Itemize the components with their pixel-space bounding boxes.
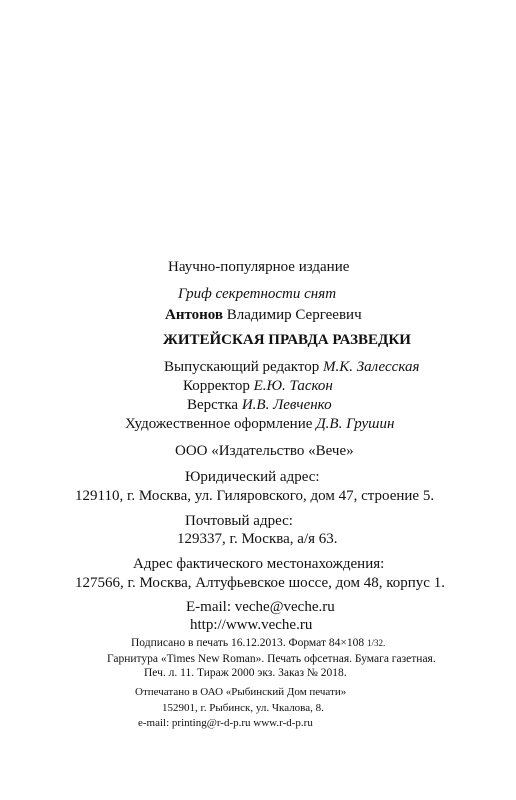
actual-address: 127566, г. Москва, Алтуфьевское шоссе, дом 48, корпус 1. — [75, 575, 445, 591]
credit-role: Художественное оформление — [125, 416, 313, 432]
credit-name: Д.В. Грушин — [316, 416, 395, 432]
legal-address: 129110, г. Москва, ул. Гиляровского, дом 47, строение 5. — [75, 488, 435, 504]
credit-name: М.К. Залесская — [323, 359, 420, 375]
credit-design — [125, 415, 394, 433]
credit-role: Корректор — [183, 378, 250, 394]
print-sheets: Печ. л. 11. Тираж 2000 экз. Заказ № 2018. — [144, 667, 347, 679]
credit-role: Верстка — [187, 397, 239, 413]
author-surname: Антонов — [165, 307, 224, 323]
publisher-name: ООО «Издательство «Вече» — [175, 443, 354, 459]
postal-address: 129337, г. Москва, а/я 63. — [177, 531, 338, 547]
actual-address-label: Адрес фактического местонахождения: — [133, 556, 385, 572]
credit-layout — [187, 396, 332, 414]
print-typeface: Гарнитура «Times New Roman». Печать офсетная. Бумага газетная. — [107, 653, 436, 665]
credit-role: Выпускающий редактор — [164, 359, 320, 375]
printer-address: 152901, г. Рыбинск, ул. Чкалова, 8. — [162, 702, 324, 714]
print-signed — [131, 636, 385, 650]
credit-editor — [164, 358, 419, 376]
book-title: ЖИТЕЙСКАЯ ПРАВДА РАЗВЕДКИ — [163, 332, 411, 348]
website: http://www.veche.ru — [190, 617, 313, 633]
email: E-mail: veche@veche.ru — [186, 599, 335, 615]
legal-address-label: Юридический адрес: — [185, 469, 320, 485]
credit-name: И.В. Левченко — [241, 397, 332, 413]
series-title: Гриф секретности снят — [178, 286, 337, 302]
author — [165, 306, 362, 324]
author-given-names: Владимир Сергеевич — [226, 307, 362, 323]
credit-proofreader — [183, 377, 333, 395]
postal-address-label: Почтовый адрес: — [185, 513, 293, 529]
credit-name: Е.Ю. Таскон — [253, 378, 333, 394]
print-format-fraction: 1/32. — [366, 638, 386, 648]
printer-name: Отпечатано в ОАО «Рыбинский Дом печати» — [135, 686, 347, 698]
printer-contacts: e-mail: printing@r-d-p.ru www.r-d-p.ru — [138, 717, 313, 729]
print-signed-text: Подписано в печать 16.12.2013. Формат 84×108 — [131, 637, 365, 649]
genre: Научно-популярное издание — [168, 259, 350, 275]
